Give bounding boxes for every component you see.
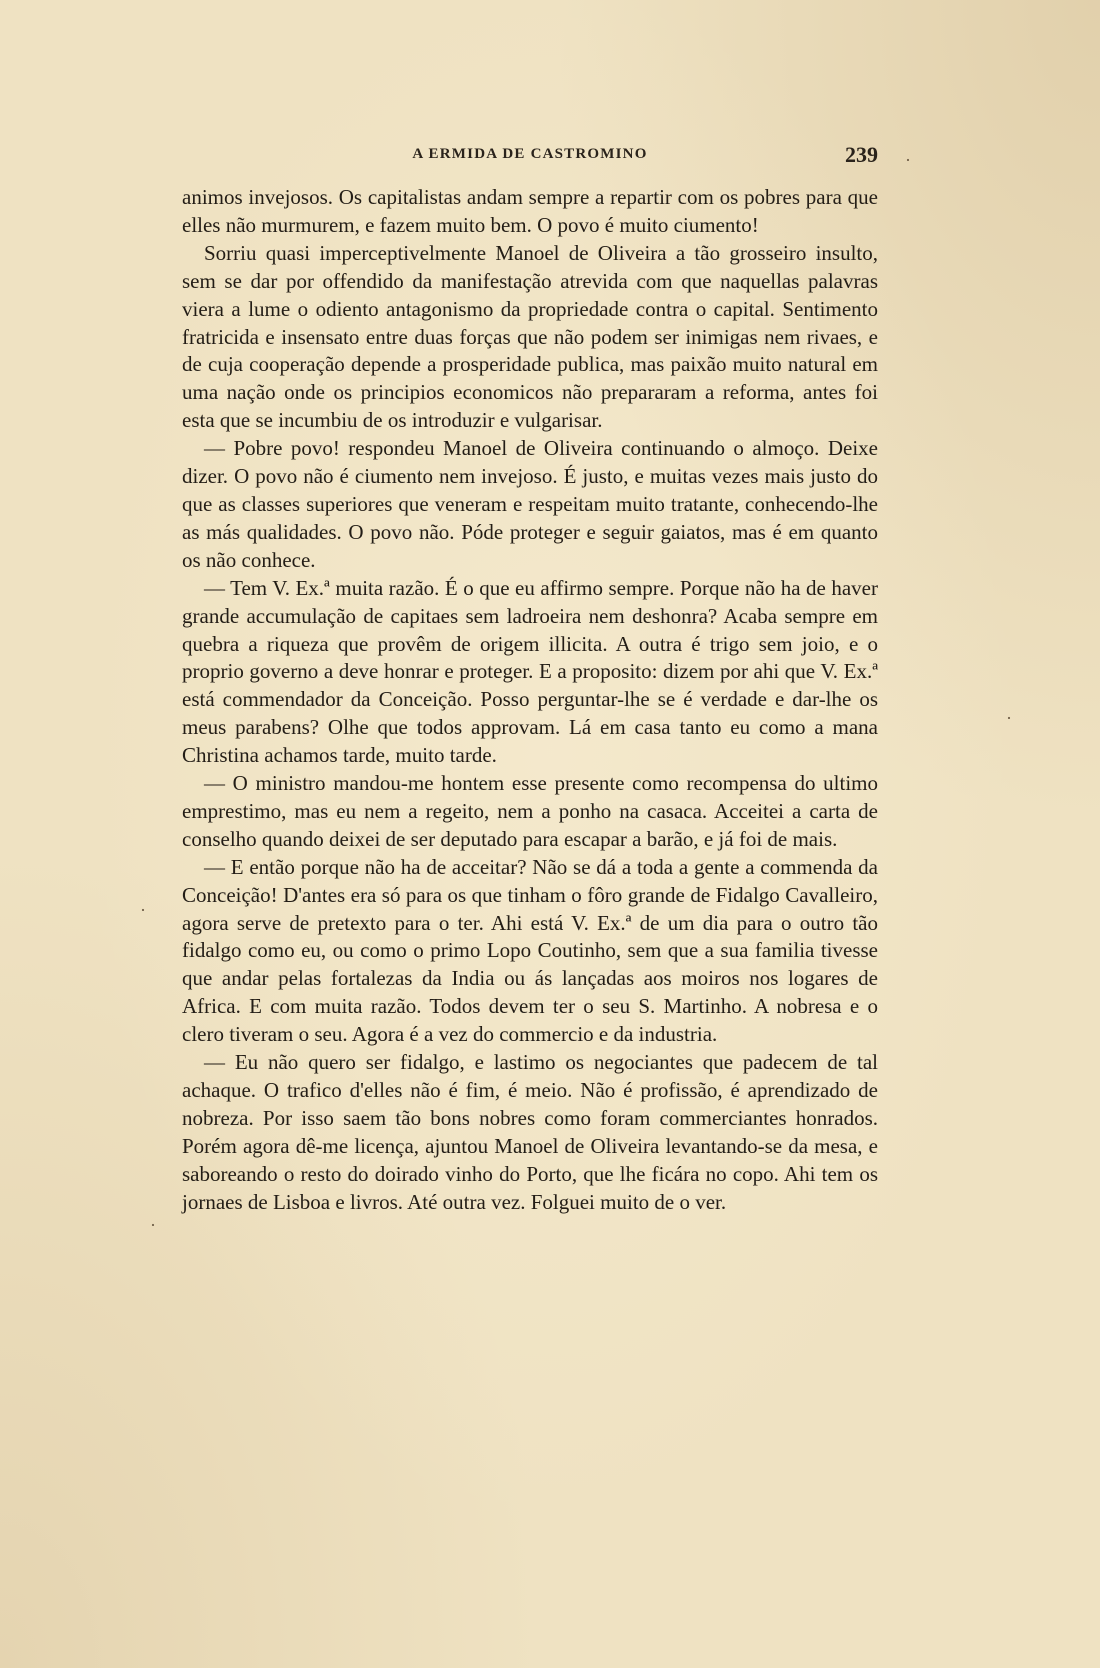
paper-speck: · (140, 900, 146, 920)
paragraph: Sorriu quasi imperceptivelmente Manoel de Oliveira a tão grosseiro insulto, sem se dar por offendido da manifestação atrevida com que naquellas palavras viera a lume o odiento antagonismo da propriedade contra o capital. Sentimento fratricida e insensato entre duas forças que não podem ser inimigas nem rivaes, e de cuja cooperação depende a prosperidade publica, mas paixão muito natural em uma nação onde os principios economicos não prepararam a reforma, antes foi esta que se incumbiu de os introduzir e vulgarisar. (182, 240, 878, 433)
page-number: 239 (845, 142, 878, 167)
paper-speck: · (905, 150, 911, 170)
body-text (182, 184, 878, 1217)
page-header (182, 142, 878, 172)
paragraph: — Eu não quero ser fidalgo, e lastimo os negociantes que padecem de tal achaque. O trafico d'elles não é fim, é meio. Não é profissão, é aprendizado de nobreza. Por isso saem tão bons nobres como foram commerciantes honrados. Porém agora dê-me licença, ajuntou Manoel de Oliveira levantando-se da mesa, e saboreando o resto do doirado vinho do Porto, que lhe ficára no copo. Ahi tem os jornaes de Lisboa e livros. Até outra vez. Folguei muito de o ver. (182, 1050, 878, 1214)
paragraph: — Pobre povo! respondeu Manoel de Oliveira continuando o almoço. Deixe dizer. O povo não é ciumento nem invejoso. É justo, e muitas vezes mais justo do que as classes superiores que veneram e respeitam muito tratante, conhecendo-lhe as más qualidades. O povo não. Póde proteger e seguir gaiatos, mas é em quanto os não conhece. (182, 436, 878, 572)
paragraph: — O ministro mandou-me hontem esse presente como recompensa do ultimo emprestimo, mas eu nem a regeito, nem a ponho na casaca. Acceitei a carta de conselho quando deixei de ser deputado para escapar a barão, e já foi de mais. (182, 771, 878, 851)
running-title: A ERMIDA DE CASTROMINO (412, 146, 648, 162)
paragraph: — E então porque não ha de acceitar? Não se dá a toda a gente a commenda da Conceição! D'antes era só para os que tinham o fôro grande de Fidalgo Cavalleiro, agora serve de pretexto para o ter. Ahi está V. Ex.ª de um dia para o outro tão fidalgo como eu, ou como o primo Lopo Coutinho, sem que a sua familia tivesse que andar pelas fortalezas da India ou ás lançadas aos moiros nos logares de Africa. E com muita razão. Todos devem ter o seu S. Martinho. A nobresa e o clero tiveram o seu. Agora é a vez do commercio e da industria. (182, 854, 878, 1047)
paragraph: — Tem V. Ex.ª muita razão. É o que eu affirmo sempre. Porque não ha de haver grande accumulação de capitaes sem ladroeira nem deshonra? Acaba sempre em quebra a riqueza que provêm de origem illicita. A outra é trigo sem joio, e o proprio governo a deve honrar e proteger. E a proposito: dizem por ahi que V. Ex.ª está commendador da Conceição. Posso perguntar-lhe se é verdade e dar-lhe os meus parabens? Olhe que todos approvam. Lá em casa tanto eu como a mana Christina achamos tarde, muito tarde. (182, 575, 878, 768)
paragraph: animos invejosos. Os capitalistas andam sempre a repartir com os pobres para que elles não murmurem, e fazem muito bem. O povo é muito ciumento! (182, 185, 878, 237)
paper-speck: · (1006, 708, 1012, 728)
paper-speck: · (150, 1215, 156, 1235)
